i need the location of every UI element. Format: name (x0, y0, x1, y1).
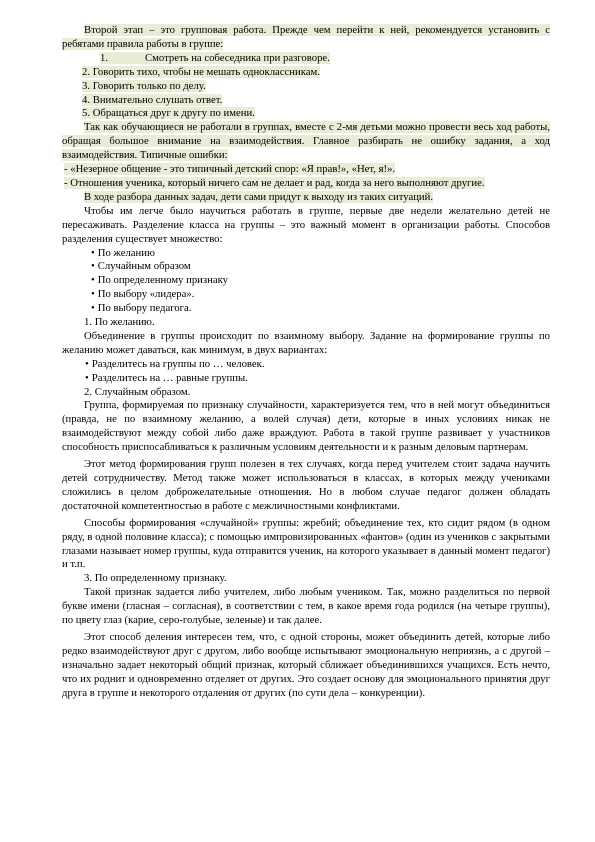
feature-paragraph: Такой признак задается либо учителем, либо любым учеником. Так, можно разделиться по первой букве имени (гласная – согласная), в соответствии с тем, в какое время года родился (на четыре группы), по цвету глаз (карие, серо-голубые, зеленые) и так далее. (62, 586, 550, 627)
last-paragraph: Этот способ деления интересен тем, что, с одной стороны, может объединить детей, которые либо редко взаимодействуют друг с другом, либо вообще испытывают эмоциональную неприязнь, а с другой – изначально задает некоторый общий признак, который сближает объединившихся учащихся. Есть нечто, что их роднит и одновременно отделяет от других. Это создает основу для эмоционального принятия друг друга в группе и некоторого отдаления от других (по сути дела – конкуренции). (62, 630, 550, 699)
method-list-item: • Случайным образом (62, 260, 550, 274)
rule-item: 5. Обращаться друг к другу по имени. (82, 107, 255, 120)
method-list-item: • По желанию (62, 247, 550, 261)
pairs-paragraph: Так как обучающиеся не работали в группах, вместе с 2-мя детьми можно провести весь ход работы, обращая большое внимание на взаимодействия. Главное разбирать не ошибку задания, а ход взаимодействия. Типичные ошибки: (62, 121, 550, 162)
document-body (62, 24, 550, 701)
section-heading: 1. По желанию. (84, 316, 155, 329)
rule-item: 1. Смотреть на собеседника при разговоре. (100, 51, 330, 64)
section-heading: 3. По определенному признаку. (84, 572, 227, 585)
ways-paragraph: Способы формирования «случайной» группы: жребий; объединение тех, кто сидит рядом (в одном ряду, в одной половине класса); с помощью импровизированных «фантов» (один из учеников с закрытыми глазами называет номер группы, куда отправится ученик, на которого указывает в данный момент педагог) и т.п. (62, 516, 550, 571)
method-list-item: • По выбору педагога. (62, 302, 550, 316)
stage-intro (62, 24, 550, 52)
conclusion-paragraph: В ходе разбора данных задач, дети сами придут к выходу из таких ситуаций. (84, 190, 434, 203)
error-item: - Отношения ученика, который ничего сам не делает и рад, когда за него выполняют другие. (64, 176, 485, 189)
rule-item: 3. Говорить только по делу. (82, 79, 206, 92)
desire-option: • Разделитесь на … равные группы. (62, 372, 550, 386)
desire-option: • Разделитесь на группы по … человек. (62, 358, 550, 372)
highlighted-text: Второй этап – это групповая работа. Прежде чем перейти к ней, рекомендуется установить с ребятами правила работы в группе: (62, 24, 550, 50)
effective-paragraph: Этот метод формирования групп полезен в тех случаях, когда перед учителем стоит задача научить детей сотрудничеству. Метод также может использоваться в классах, в которых между учениками сложились в целом доброжелательные отношения. Но в любом случае педагог должен обладать достаточной компетентностью в работе с межличностными конфликтами. (62, 458, 550, 512)
method-list-item: • По выбору «лидера». (62, 288, 550, 302)
random-paragraph: Группа, формируемая по признаку случайности, характеризуется тем, что в ней могут объединиться (правда, не по взаимному желанию, а волей случая) дети, которые в иных условиях никак не взаимодействуют между собой либо даже враждуют. Работа в такой группе развивает у участников способность приспосабливаться к различным условиям деятельности и к разным деловым партнерам. (62, 399, 550, 454)
error-item: - «Незерное общение - это типичный детский спор: «Я прав!», «Нет, я!». (64, 163, 396, 176)
weeks-paragraph: Чтобы им легче было научиться работать в группе, первые две недели желательно детей не пересаживать. Разделение класса на группы – это важный момент в организации работы. Способов разделения существует множество: (62, 204, 550, 245)
desire-paragraph: Объединение в группы происходит по взаимному выбору. Задание на формирование группы по желанию может даваться, как минимум, в двух вариантах: (62, 329, 550, 356)
method-list-item: • По определенному признаку (62, 274, 550, 288)
rule-item: 4. Внимательно слушать ответ. (82, 93, 223, 106)
section-heading: 2. Случайным образом. (84, 385, 191, 398)
rule-item: 2. Говорить тихо, чтобы не мешать одноклассникам. (82, 65, 320, 78)
